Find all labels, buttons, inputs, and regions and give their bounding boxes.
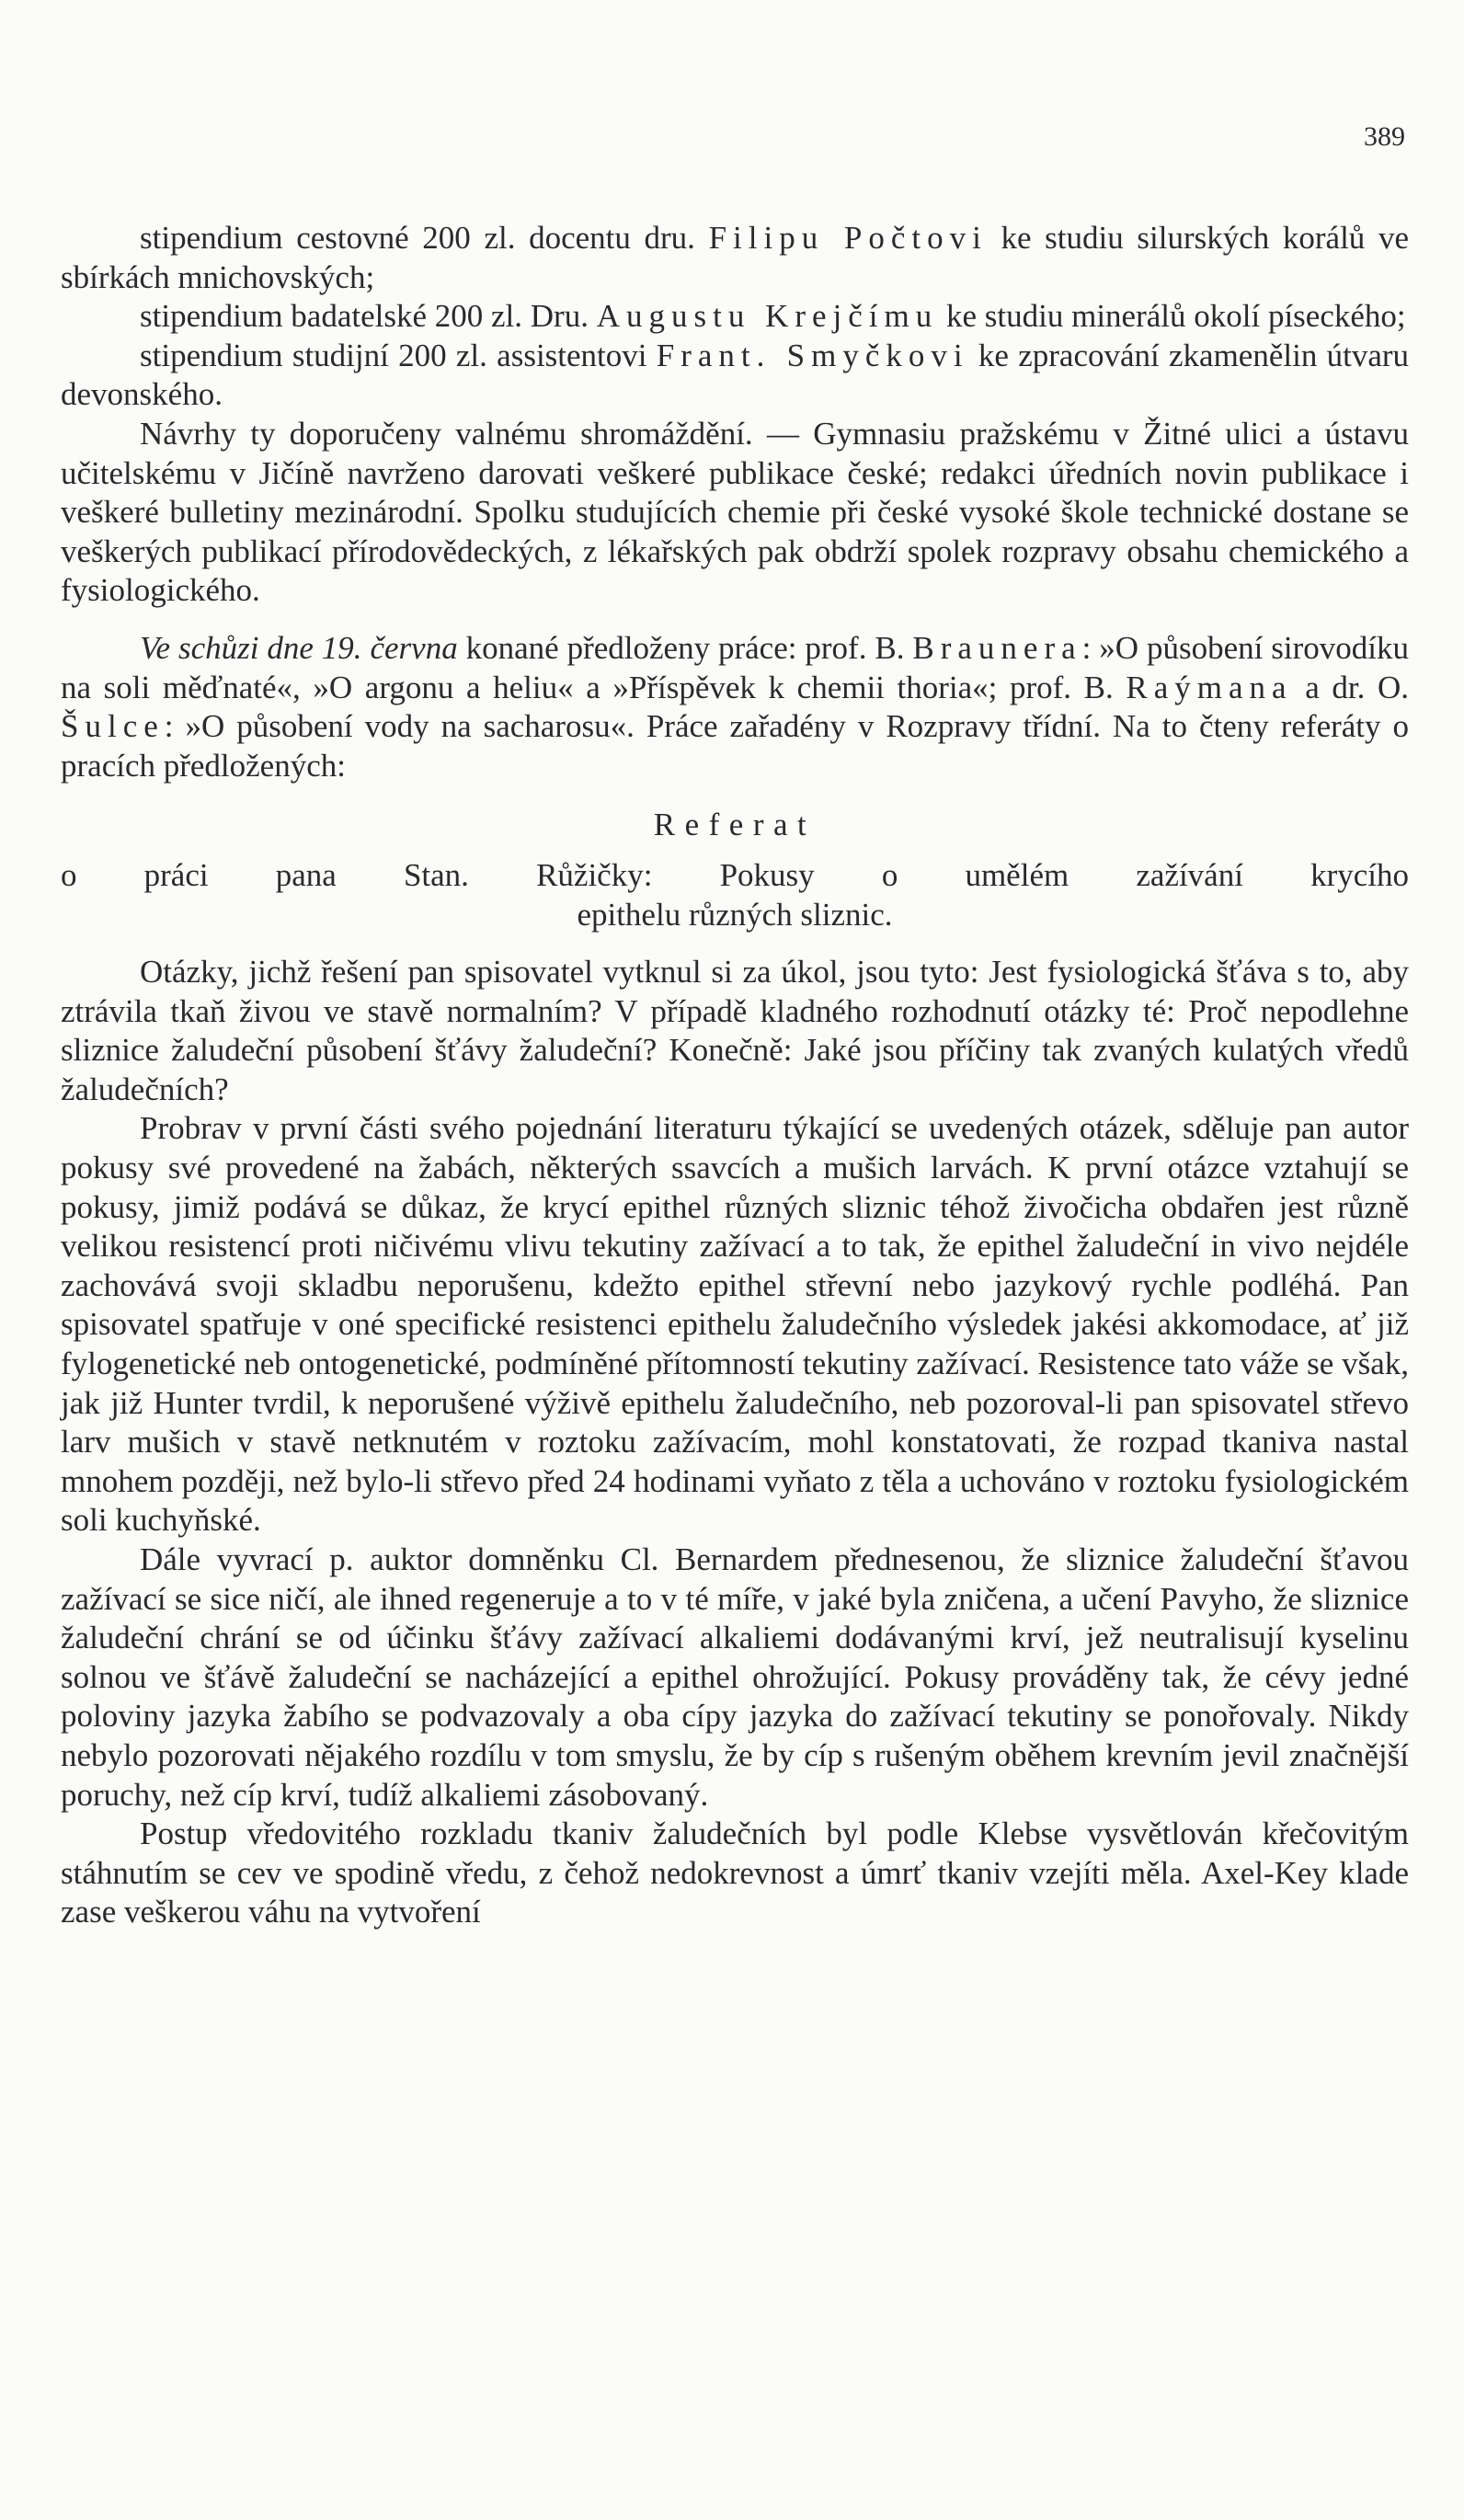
paragraph-meeting	[61, 629, 1409, 785]
text-segment: ke studiu minerálů okolí píseckého;	[938, 298, 1406, 335]
person-name: Augustu Krejčímu	[596, 298, 939, 335]
paragraph-experiments: Probrav v první části svého pojednání literaturu týkající se uvedených otázek, sděluje pan autor pokusy své provedené na žabách, některých ssavcích a mušich larvách. K první otázce vztahují se pokusy, jimiž podává se důkaz, že krycí epithel různých sliznic téhož živočicha obdařen jest různě velikou resistencí proti ničivému vlivu tekutiny zažívací a to tak, že epithel žaludeční in vivo nejdéle zachovává svoji skladbu neporušenu, kdežto epithel střevní nebo jazykový rychle podléhá. Pan spisovatel spatřuje v oné specifické resistenci epithelu žaludečního výsledek jakési akkomodace, ať již fylogenetické neb ontogenetické, podmíněné přítomností tekutiny zažívací. Resistence tato váže se však, jak již Hunter tvrdil, k neporušené výživě epithelu žaludečního, neb pozoroval-li pan spisovatel střevo larv mušich v stavě netknutém v roztoku zažívacím, mohl konstatovati, že rozpad tkaniva nastal mnohem později, než bylo-li střevo před 24 hodinami vyňato z těla a uchováno v roztoku fysiologickém soli kuchyňské.	[61, 1110, 1409, 1539]
paragraph-stipend-2	[61, 297, 1409, 337]
text-segment: stipendium cestovné 200 zl. docentu dru.	[140, 220, 709, 256]
paragraph-stipend-1	[61, 219, 1409, 297]
text-segment: a dr. O.	[1292, 669, 1409, 705]
page-number: 389	[1364, 121, 1405, 152]
paragraph-stipend-3	[61, 337, 1409, 415]
person-name: Šulce	[61, 708, 165, 745]
referat-subtitle-line-1: o práci pana Stan. Růžičky: Pokusy o umělém zažívání krycího	[61, 856, 1409, 893]
page-body	[61, 219, 1409, 1932]
paragraph-ulcer: Postup vředovitého rozkladu tkaniv žaludečních byl podle Klebse vysvětlován křečovitým stáhnutím se cev ve spodině vředu, z čehož nedokrevnost a úmrť tkaniv vzejíti měla. Axel-Key klade zase veškerou váhu na vytvoření	[61, 1816, 1409, 1930]
person-name: Braunera	[912, 629, 1082, 666]
paragraph-refutation: Dále vyvrací p. auktor domněnku Cl. Bernardem přednesenou, že sliznice žaludeční šťavou zažívací se sice ničí, ale ihned regeneruje a to v té míře, v jaké byla zničena, a učení Pavyho, že sliznice žaludeční chrání se od účinku šťávy zažívací alkaliemi dodávanými krví, jež neutralisují kyselinu solnou ve šťávě žaludeční se nacházející a epithel ohrožující. Pokusy prováděny tak, že cévy jedné poloviny jazyka žabího se podvazovaly a oba cípy jazyka do zažívací tekutiny se ponořovaly. Nikdy nebylo pozorovati nějakého rozdílu v tom smyslu, že by cíp s rušeným oběhem krevním jevil značnější poruchy, než cíp krví, tudíž alkaliemi zásobovaný.	[61, 1541, 1409, 1813]
text-segment: stipendium studijní 200 zl. assistentovi	[140, 337, 657, 373]
paragraph-questions: Otázky, jichž řešení pan spisovatel vytknul si za úkol, jsou tyto: Jest fysiologická šťáva s to, aby ztrávila tkaň živou ve stavě normalním? V případě kladného rozhodnutí otázky té: Proč nepodlehne sliznice žaludeční působení šťávy žaludeční? Konečně: Jaké jsou příčiny tak zvaných kulatých vředů žaludečních?	[61, 954, 1409, 1107]
text-segment: stipendium badatelské 200 zl. Dru.	[140, 298, 597, 335]
paragraph-proposals: Návrhy ty doporučeny valnému shromáždění. — Gymnasiu pražskému v Žitné ulici a ústavu učitelskému v Jičíně navrženo darovati veškeré publikace české; redakci úředních novin publikace i veškeré bulletiny mezinárodní. Spolku studujících chemie při české vysoké škole technické dostane se veškerých publikací přírodovědeckých, z lékařských pak obdrží spolek rozpravy obsahu chemického a fysiologického.	[61, 415, 1409, 609]
text-segment: : »O působení vody na sacharosu«. Práce zařadény v Rozpravy třídní. Na to čteny referáty o pracích předložených:	[61, 708, 1409, 784]
referat-heading: Referat	[653, 807, 817, 843]
referat-subtitle-line-2: epithelu různých sliznic.	[577, 896, 893, 933]
text-segment: : »O působení sirovodíku na soli měďnaté«, »O argonu a heliu« a »Příspěvek k chemii thoria«; prof. B.	[61, 629, 1410, 705]
person-name: Frant. Smyčkovi	[656, 337, 969, 373]
text-segment: ke studiu silurských korálů ve sbírkách mnichovských;	[61, 220, 1409, 295]
person-name: Raýmana	[1126, 669, 1293, 705]
text-segment: konané předloženy práce: prof. B.	[457, 629, 913, 666]
meeting-date: Ve schůzi dne 19. června	[140, 629, 458, 666]
text-segment: ke zpracování zkamenělin útvaru devonského.	[61, 337, 1410, 413]
person-name: Filipu Počtovi	[708, 220, 988, 256]
